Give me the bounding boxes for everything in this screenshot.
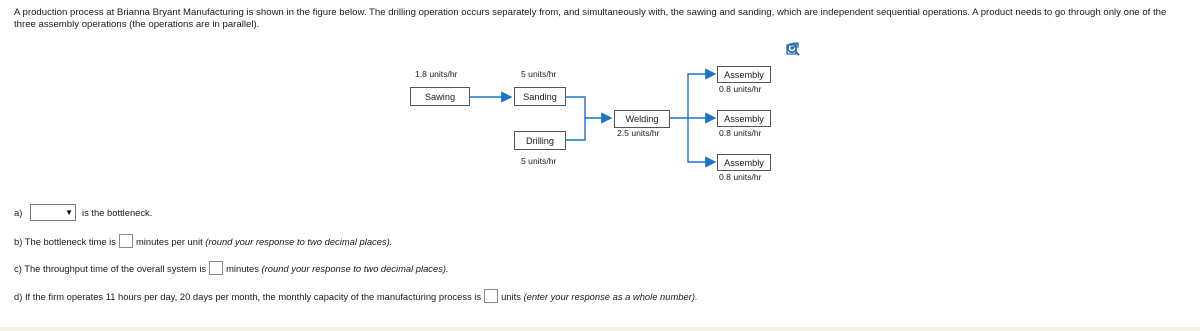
- assembly-2-box: Assembly: [717, 110, 771, 127]
- question-c-suffix: minutes: [226, 262, 259, 274]
- sawing-rate: 1.8 units/hr: [415, 69, 458, 79]
- dropdown-caret-icon: ▼: [65, 208, 73, 217]
- question-b-note: (round your response to two decimal places).: [205, 235, 393, 247]
- bottleneck-time-input[interactable]: [119, 234, 133, 248]
- popout-icon[interactable]: [786, 88, 804, 106]
- assembly-1-rate: 0.8 units/hr: [719, 84, 762, 94]
- drilling-box: Drilling: [514, 131, 566, 150]
- sawing-box: Sawing: [410, 87, 470, 106]
- throughput-time-input[interactable]: [209, 261, 223, 275]
- arrow-welding-to-assembly-1: [688, 74, 715, 118]
- welding-rate: 2.5 units/hr: [617, 128, 660, 138]
- question-b-text: b) The bottleneck time is: [14, 235, 116, 247]
- problem-statement: A production process at Brianna Bryant Manufacturing is shown in the figure below. The drilling operation occurs separately from, and simultaneously with, the sawing and sanding, which are independent sequential operations. A product needs to go through only one of the three assembly operations (the operations are in parallel).: [14, 7, 1167, 30]
- bottleneck-select[interactable]: [30, 204, 76, 221]
- question-d-text: d) If the firm operates 11 hours per day, 20 days per month, the monthly capacity of the manufacturing process is: [14, 290, 482, 302]
- arrow-sanding-to-welding: [566, 97, 611, 118]
- assembly-1-box: Assembly: [717, 66, 771, 83]
- question-d: [14, 289, 698, 303]
- assembly-2-rate: 0.8 units/hr: [719, 128, 762, 138]
- question-a-text: is the bottleneck.: [82, 207, 153, 218]
- sanding-box: Sanding: [514, 87, 566, 106]
- question-d-suffix: units: [501, 290, 521, 302]
- monthly-capacity-input[interactable]: [484, 289, 498, 303]
- question-d-note: (enter your response as a whole number).: [523, 290, 698, 302]
- arrow-welding-to-assembly-3: [688, 118, 715, 162]
- assembly-3-rate: 0.8 units/hr: [719, 172, 762, 182]
- question-c: [14, 261, 449, 275]
- question-c-text: c) The throughput time of the overall system is: [14, 262, 207, 274]
- question-b-suffix: minutes per unit: [135, 235, 203, 247]
- sanding-rate: 5 units/hr: [521, 69, 557, 79]
- question-b: [14, 234, 392, 248]
- drilling-rate: 5 units/hr: [521, 156, 557, 166]
- connector-drilling-to-welding: [566, 118, 585, 140]
- page-bottom-bar: [0, 327, 1200, 331]
- image-tools: [786, 42, 804, 111]
- assembly-3-box: Assembly: [717, 154, 771, 171]
- question-a-label: a): [14, 207, 23, 218]
- question-a: [14, 204, 152, 221]
- question-c-note: (round your response to two decimal places).: [261, 262, 449, 274]
- welding-box: Welding: [614, 110, 670, 128]
- zoom-out-icon[interactable]: [786, 65, 804, 83]
